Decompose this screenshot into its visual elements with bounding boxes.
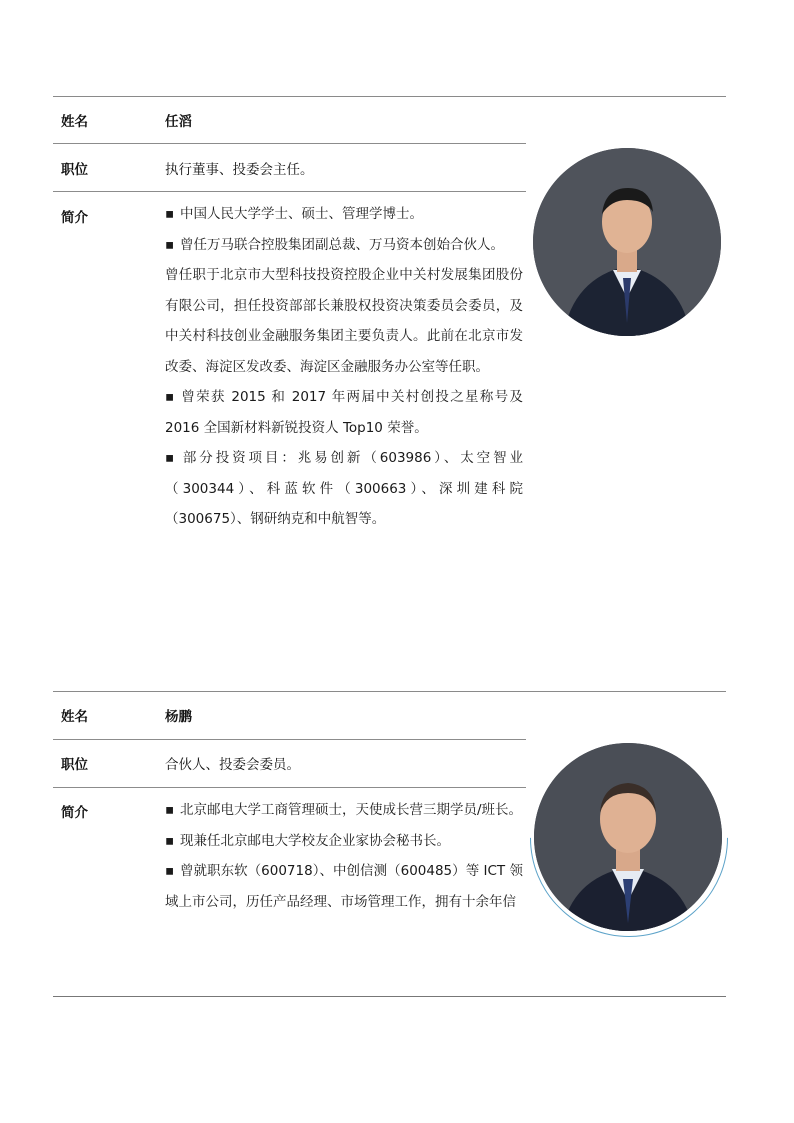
intro-label: 简介 bbox=[61, 210, 88, 226]
intro-text bbox=[165, 795, 523, 917]
intro-paragraph: ▪ 曾就职东软（600718）、中创信测（600485）等 ICT 领域上市公司，历任产品经理、市场管理工作，拥有十余年信 bbox=[165, 863, 523, 910]
intro-label: 简介 bbox=[61, 805, 88, 821]
intro-paragraph: ▪ 中国人民大学学士、硕士、管理学博士。 bbox=[165, 206, 423, 222]
divider bbox=[53, 739, 526, 740]
position-label: 职位 bbox=[61, 757, 88, 773]
intro-paragraph: ▪ 北京邮电大学工商管理硕士，天使成长营三期学员/班长。 bbox=[165, 802, 523, 818]
divider bbox=[53, 96, 726, 97]
name-value: 任滔 bbox=[165, 114, 192, 130]
position-label: 职位 bbox=[61, 162, 88, 178]
divider bbox=[53, 787, 526, 788]
name-value: 杨鹏 bbox=[165, 709, 192, 725]
name-label: 姓名 bbox=[61, 114, 88, 130]
position-value: 执行董事、投委会主任。 bbox=[165, 162, 314, 178]
intro-paragraph: 曾任职于北京市大型科技投资控股企业中关村发展集团股份有限公司，担任投资部部长兼股权投资决策委员会委员，及中关村科技创业金融服务集团主要负责人。此前在北京市发改委、海淀区发改委、海淀区金融服务办公室等任职。 bbox=[165, 267, 523, 375]
portrait-photo bbox=[533, 148, 721, 336]
intro-paragraph: ▪ 部分投资项目：兆易创新（603986）、太空智业（300344）、科蓝软件（300663）、深圳建科院（300675）、钢研纳克和中航智等。 bbox=[165, 450, 523, 527]
profile-card bbox=[53, 691, 726, 997]
portrait-photo bbox=[534, 743, 722, 931]
profile-card bbox=[53, 96, 726, 656]
divider bbox=[53, 143, 526, 144]
divider bbox=[53, 996, 726, 997]
intro-paragraph: ▪ 曾荣获 2015 和 2017 年两届中关村创投之星称号及 2016 全国新材料新锐投资人 Top10 荣誉。 bbox=[165, 389, 523, 436]
position-value: 合伙人、投委会委员。 bbox=[165, 757, 300, 773]
intro-text bbox=[165, 199, 523, 535]
intro-paragraph: ▪ 曾任万马联合控股集团副总裁、万马资本创始合伙人。 bbox=[165, 236, 504, 253]
intro-paragraph: ▪ 现兼任北京邮电大学校友企业家协会秘书长。 bbox=[165, 832, 450, 849]
name-label: 姓名 bbox=[61, 709, 88, 725]
divider bbox=[53, 691, 726, 692]
divider bbox=[53, 191, 526, 192]
